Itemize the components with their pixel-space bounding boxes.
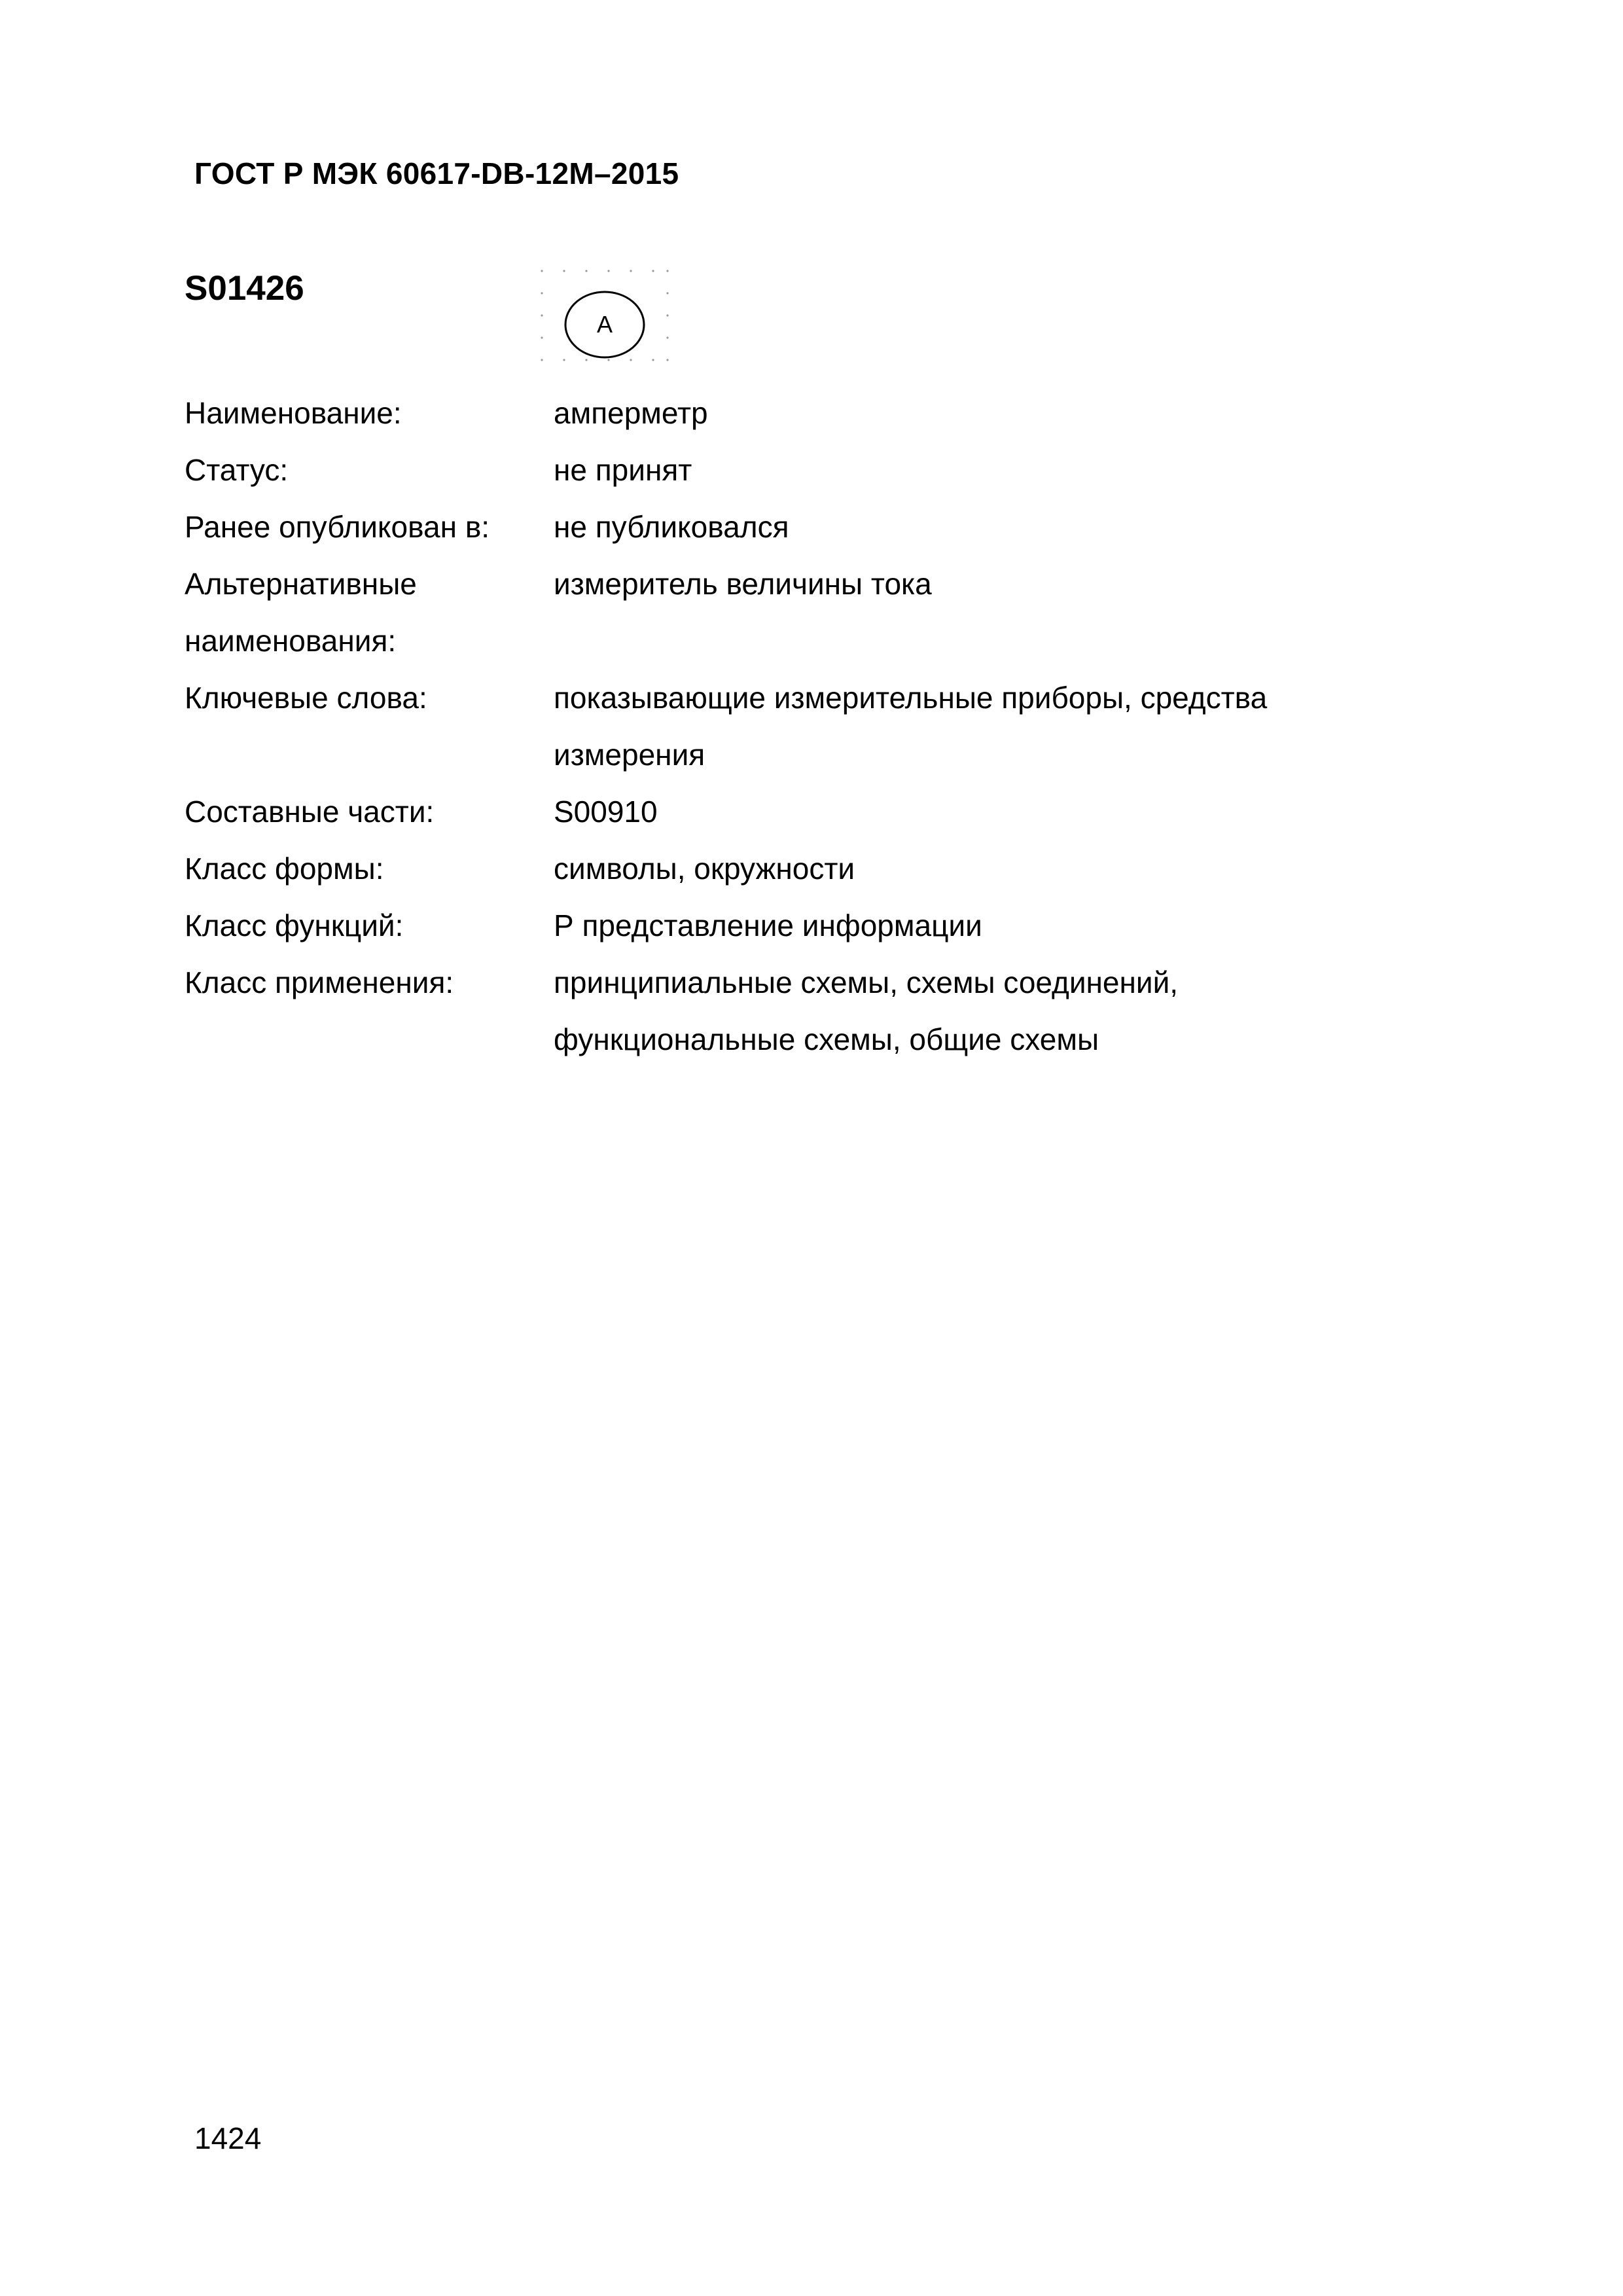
property-label: Класс функций: [185, 908, 404, 942]
property-row-keywords [185, 670, 1428, 783]
symbol-properties [185, 385, 1428, 1068]
property-value: измеритель величины тока [554, 567, 932, 601]
property-label: Статус: [185, 453, 289, 487]
property-row-alternative-names [185, 556, 1428, 670]
ammeter-symbol-figure [539, 268, 670, 363]
property-value: не принят [554, 453, 692, 487]
property-row-status [185, 442, 1428, 499]
property-row-application-class [185, 954, 1428, 1068]
symbol-letter: A [596, 311, 613, 338]
property-row-function-class [185, 897, 1428, 954]
property-value: S00910 [554, 795, 658, 829]
ammeter-symbol-icon [539, 268, 670, 363]
property-label: Класс формы: [185, 852, 384, 886]
property-row-shape-class [185, 840, 1428, 897]
property-row-published-in [185, 499, 1428, 556]
property-value: амперметр [554, 396, 708, 430]
property-value: не публиковался [554, 510, 789, 544]
property-label: Составные части: [185, 795, 435, 829]
property-row-name [185, 385, 1428, 442]
property-value: показывающие измерительные приборы, средства измерения [554, 681, 1268, 772]
property-value: символы, окружности [554, 852, 855, 886]
property-label: Ключевые слова: [185, 681, 427, 715]
property-value: Р представление информации [554, 908, 982, 942]
property-value: принципиальные схемы, схемы соединений, функциональные схемы, общие схемы [554, 965, 1179, 1056]
property-row-components [185, 783, 1428, 840]
symbol-code: S01426 [185, 269, 304, 308]
property-label: Класс применения: [185, 965, 454, 999]
property-label: Наименование: [185, 396, 402, 430]
page-number: 1424 [194, 2121, 262, 2155]
document-header: ГОСТ Р МЭК 60617-DB-12M–2015 [194, 156, 679, 190]
property-label: Альтернативные наименования: [185, 567, 417, 658]
property-label: Ранее опубликован в: [185, 510, 490, 544]
